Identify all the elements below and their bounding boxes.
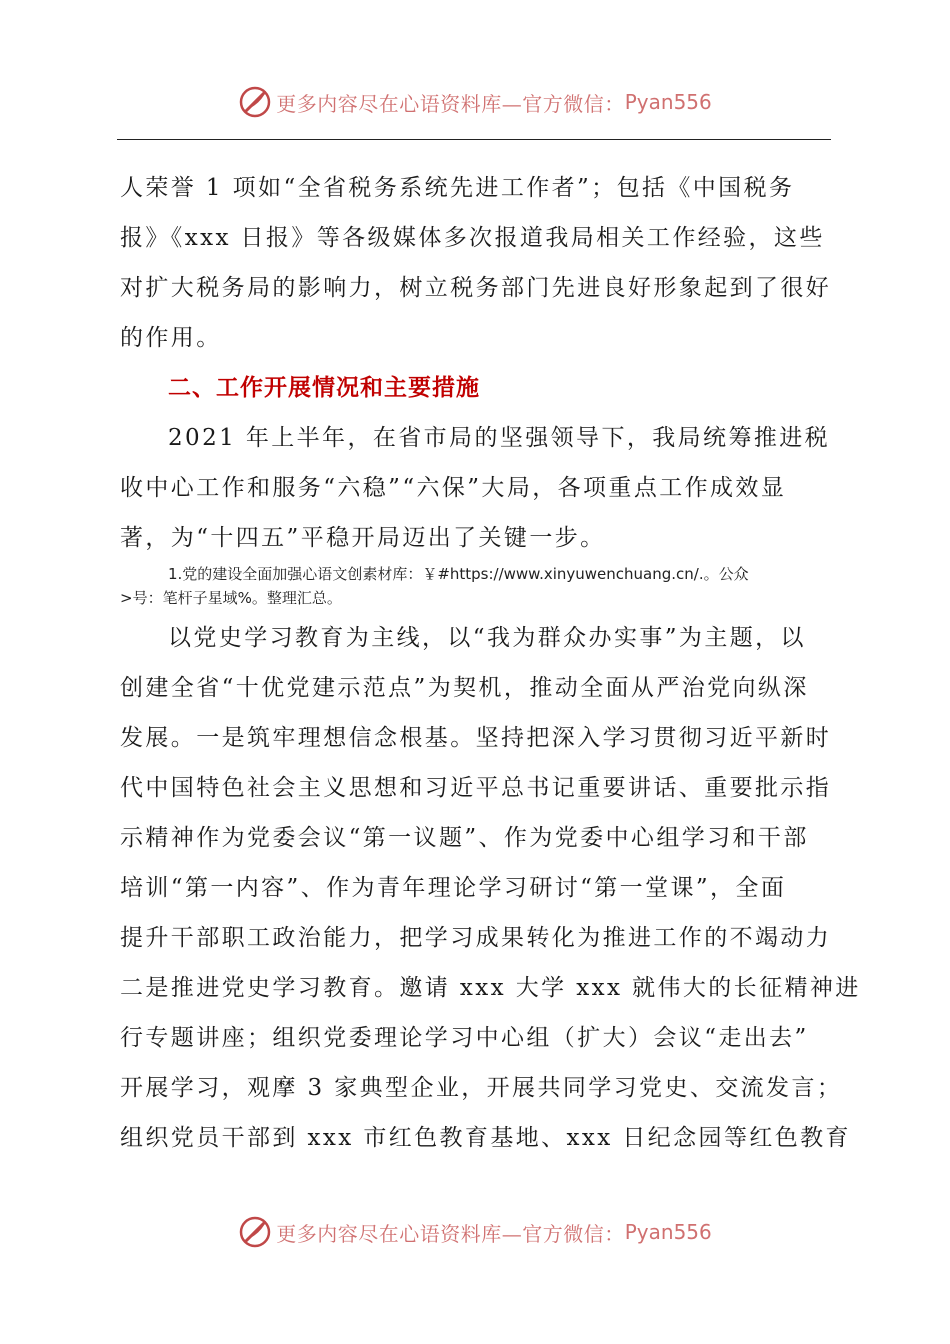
para3-line-6: 培训“第一内容”、作为青年理论学习研讨“第一堂课”，全面	[120, 875, 787, 901]
header-banner	[0, 80, 950, 124]
para3-line-9: 行专题讲座；组织党委理论学习中心组（扩大）会议“走出去”	[120, 1025, 809, 1051]
header-banner-id: Pyan556	[624, 90, 712, 114]
quill-logo-icon	[238, 1215, 272, 1249]
para3-line-3: 发展。一是筑牢理想信念根基。坚持把深入学习贯彻习近平新时	[120, 725, 832, 751]
para2-line-1: 2021 年上半年，在省市局的坚强领导下，我局统筹推进税	[168, 425, 831, 451]
para3-line-8: 二是推进党史学习教育。邀请 xxx 大学 xxx 就伟大的长征精神进	[120, 975, 861, 1001]
para1-line-3: 对扩大税务局的影响力，树立税务部门先进良好形象起到了很好	[120, 275, 832, 301]
para2-line-2: 收中心工作和服务“六稳”“六保”大局，各项重点工作成效显	[120, 475, 787, 501]
para3-line-10: 开展学习，观摩 3 家典型企业，开展共同学习党史、交流发言；	[120, 1075, 843, 1101]
header-divider	[117, 139, 831, 140]
quill-logo-icon	[238, 85, 272, 119]
header-banner-text: 更多内容尽在心语资料库—官方微信：	[276, 91, 625, 116]
footer-banner	[0, 1210, 950, 1254]
para3-line-7: 提升干部职工政治能力，把学习成果转化为推进工作的不竭动力	[120, 925, 832, 951]
section-heading: 二、工作开展情况和主要措施	[168, 375, 480, 401]
note-line-1: 1.党的建设全面加强心语文创素材库：￥#https://www.xinyuwenchuang.cn/.。公众	[168, 565, 749, 583]
para3-line-1: 以党史学习教育为主线，以“我为群众办实事”为主题，以	[168, 625, 806, 651]
para1-line-1: 人荣誉 1 项如“全省税务系统先进工作者”；包括《中国税务	[120, 175, 795, 201]
note-line-2: >号：笔杆子星域%。整理汇总。	[120, 589, 342, 607]
para3-line-11: 组织党员干部到 xxx 市红色教育基地、xxx 日纪念园等红色教育	[120, 1125, 851, 1151]
footer-banner-text: 更多内容尽在心语资料库—官方微信：	[276, 1221, 625, 1246]
para2-line-3: 著，为“十四五”平稳开局迈出了关键一步。	[120, 525, 606, 551]
para3-line-2: 创建全省“十优党建示范点”为契机，推动全面从严治党向纵深	[120, 675, 809, 701]
para3-line-5: 示精神作为党委会议“第一议题”、作为党委中心组学习和干部	[120, 825, 809, 851]
footer-banner-id: Pyan556	[624, 1220, 712, 1244]
para1-line-2: 报》《xxx 日报》等各级媒体多次报道我局相关工作经验，这些	[120, 225, 825, 251]
para1-line-4: 的作用。	[120, 325, 222, 351]
para3-line-4: 代中国特色社会主义思想和习近平总书记重要讲话、重要批示指	[120, 775, 832, 801]
